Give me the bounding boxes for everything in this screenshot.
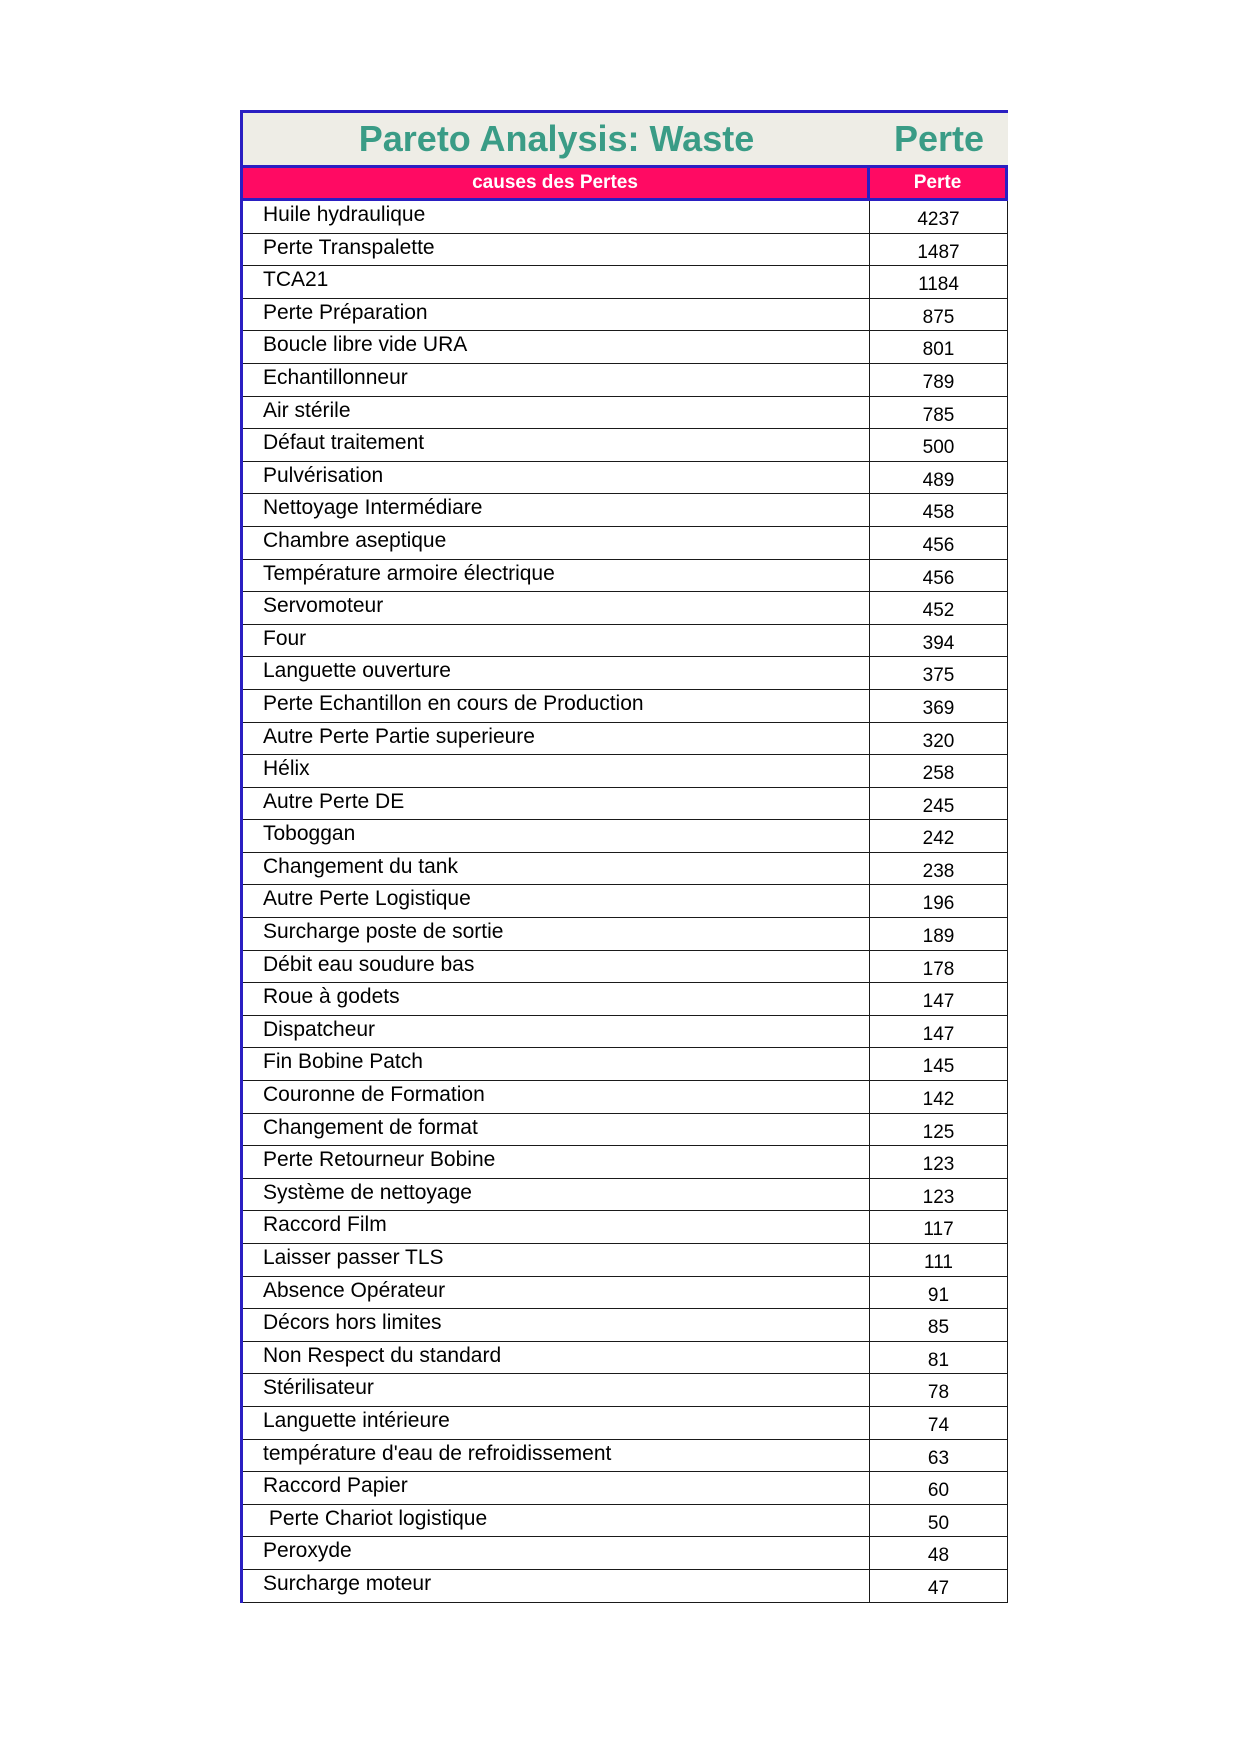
column-header-perte: Perte: [870, 165, 1008, 201]
table-row: [243, 1277, 1008, 1310]
table-row: [243, 918, 1008, 951]
table-row: [243, 201, 1008, 234]
table-row: [243, 755, 1008, 788]
perte-value-cell: 142: [870, 1081, 1008, 1113]
perte-value-cell: 456: [870, 527, 1008, 559]
perte-value-cell: 456: [870, 560, 1008, 592]
table-row: [243, 1114, 1008, 1147]
table-row: [243, 1472, 1008, 1505]
table-row: [243, 1179, 1008, 1212]
table-row: [243, 462, 1008, 495]
cause-cell: Nettoyage Intermédiare: [243, 494, 870, 526]
perte-value-cell: 369: [870, 690, 1008, 722]
perte-value-cell: 394: [870, 625, 1008, 657]
column-header-cause: causes des Pertes: [243, 165, 870, 201]
cause-cell: Air stérile: [243, 397, 870, 429]
cause-cell: Roue à godets: [243, 983, 870, 1015]
cause-cell: Système de nettoyage: [243, 1179, 870, 1211]
cause-cell: Autre Perte Logistique: [243, 885, 870, 917]
cause-cell: Changement de format: [243, 1114, 870, 1146]
table-body: [240, 201, 1008, 1603]
perte-value-cell: 1184: [870, 266, 1008, 298]
cause-cell: Perte Préparation: [243, 299, 870, 331]
cause-cell: Huile hydraulique: [243, 201, 870, 233]
perte-value-cell: 60: [870, 1472, 1008, 1504]
perte-value-cell: 875: [870, 299, 1008, 331]
cause-cell: Autre Perte Partie superieure: [243, 723, 870, 755]
table-row: [243, 234, 1008, 267]
perte-value-cell: 320: [870, 723, 1008, 755]
cause-cell: Perte Transpalette: [243, 234, 870, 266]
cause-cell: Languette intérieure: [243, 1407, 870, 1439]
perte-value-cell: 145: [870, 1048, 1008, 1080]
perte-value-cell: 375: [870, 657, 1008, 689]
cause-cell: Perte Retourneur Bobine: [243, 1146, 870, 1178]
table-row: [243, 364, 1008, 397]
cause-cell: Stérilisateur: [243, 1374, 870, 1406]
cause-cell: Toboggan: [243, 820, 870, 852]
perte-value-cell: 111: [870, 1244, 1008, 1276]
table-row: [243, 723, 1008, 756]
cause-cell: Laisser passer TLS: [243, 1244, 870, 1276]
cause-cell: TCA21: [243, 266, 870, 298]
cause-cell: Surcharge poste de sortie: [243, 918, 870, 950]
cause-cell: Fin Bobine Patch: [243, 1048, 870, 1080]
cause-cell: Chambre aseptique: [243, 527, 870, 559]
perte-value-cell: 789: [870, 364, 1008, 396]
table-row: [243, 983, 1008, 1016]
table-row: [243, 299, 1008, 332]
perte-value-cell: 489: [870, 462, 1008, 494]
table-row: [243, 494, 1008, 527]
table-row: [243, 1016, 1008, 1049]
cause-cell: Surcharge moteur: [243, 1570, 870, 1602]
cause-cell: Dispatcheur: [243, 1016, 870, 1048]
table-row: [243, 1407, 1008, 1440]
table-row: [243, 1146, 1008, 1179]
cause-cell: Température armoire électrique: [243, 560, 870, 592]
table-row: [243, 1309, 1008, 1342]
perte-value-cell: 63: [870, 1440, 1008, 1472]
perte-value-cell: 147: [870, 983, 1008, 1015]
table-row: [243, 788, 1008, 821]
cause-cell: Défaut traitement: [243, 429, 870, 461]
cause-cell: Pulvérisation: [243, 462, 870, 494]
perte-value-cell: 91: [870, 1277, 1008, 1309]
perte-value-cell: 785: [870, 397, 1008, 429]
cause-cell: Couronne de Formation: [243, 1081, 870, 1113]
cause-cell: Hélix: [243, 755, 870, 787]
perte-value-cell: 47: [870, 1570, 1008, 1602]
perte-value-cell: 801: [870, 331, 1008, 363]
cause-cell: Perte Chariot logistique: [243, 1505, 870, 1537]
table-row: [243, 625, 1008, 658]
table-row: [243, 1505, 1008, 1538]
cause-cell: Non Respect du standard: [243, 1342, 870, 1374]
table-row: [243, 1081, 1008, 1114]
perte-value-cell: 48: [870, 1537, 1008, 1569]
page-title: Pareto Analysis: Waste: [358, 118, 755, 159]
perte-value-cell: 196: [870, 885, 1008, 917]
table-row: [243, 1048, 1008, 1081]
cause-cell: Autre Perte DE: [243, 788, 870, 820]
table-header: [240, 165, 1008, 201]
perte-value-cell: 458: [870, 494, 1008, 526]
perte-value-cell: 125: [870, 1114, 1008, 1146]
perte-value-cell: 238: [870, 853, 1008, 885]
perte-value-cell: 242: [870, 820, 1008, 852]
cause-cell: Boucle libre vide URA: [243, 331, 870, 363]
cause-cell: Echantillonneur: [243, 364, 870, 396]
title-perte: Perte: [893, 118, 985, 159]
table-row: [243, 820, 1008, 853]
perte-value-cell: 4237: [870, 201, 1008, 233]
table-row: [243, 429, 1008, 462]
perte-value-cell: 258: [870, 755, 1008, 787]
perte-value-cell: 81: [870, 1342, 1008, 1374]
table-row: [243, 1211, 1008, 1244]
perte-value-cell: 78: [870, 1374, 1008, 1406]
cause-cell: Raccord Papier: [243, 1472, 870, 1504]
perte-value-cell: 50: [870, 1505, 1008, 1537]
table-row: [243, 331, 1008, 364]
table-row: [243, 853, 1008, 886]
cause-cell: Servomoteur: [243, 592, 870, 624]
cause-cell: Perte Echantillon en cours de Production: [243, 690, 870, 722]
cause-cell: Peroxyde: [243, 1537, 870, 1569]
table-row: [243, 560, 1008, 593]
perte-value-cell: 178: [870, 951, 1008, 983]
perte-value-cell: 189: [870, 918, 1008, 950]
perte-value-cell: 117: [870, 1211, 1008, 1243]
cause-cell: Changement du tank: [243, 853, 870, 885]
perte-value-cell: 85: [870, 1309, 1008, 1341]
table-row: [243, 1537, 1008, 1570]
perte-value-cell: 123: [870, 1179, 1008, 1211]
table-row: [243, 690, 1008, 723]
cause-cell: température d'eau de refroidissement: [243, 1440, 870, 1472]
cause-cell: Raccord Film: [243, 1211, 870, 1243]
perte-value-cell: 452: [870, 592, 1008, 624]
cause-cell: Four: [243, 625, 870, 657]
table-row: [243, 885, 1008, 918]
table-row: [243, 266, 1008, 299]
perte-value-cell: 1487: [870, 234, 1008, 266]
table-row: [243, 592, 1008, 625]
perte-value-cell: 245: [870, 788, 1008, 820]
table-row: [243, 527, 1008, 560]
table-row: [243, 657, 1008, 690]
cause-cell: Décors hors limites: [243, 1309, 870, 1341]
cause-cell: Languette ouverture: [243, 657, 870, 689]
table-row: [243, 1244, 1008, 1277]
cause-cell: Absence Opérateur: [243, 1277, 870, 1309]
table-row: [243, 397, 1008, 430]
perte-value-cell: 74: [870, 1407, 1008, 1439]
cause-cell: Débit eau soudure bas: [243, 951, 870, 983]
pareto-table: [240, 110, 1008, 1603]
perte-value-cell: 500: [870, 429, 1008, 461]
table-row: [243, 951, 1008, 984]
table-row: [243, 1342, 1008, 1375]
perte-value-cell: 147: [870, 1016, 1008, 1048]
title-row: [240, 110, 1008, 165]
table-row: [243, 1440, 1008, 1473]
table-row: [243, 1570, 1008, 1603]
table-row: [243, 1374, 1008, 1407]
perte-value-cell: 123: [870, 1146, 1008, 1178]
